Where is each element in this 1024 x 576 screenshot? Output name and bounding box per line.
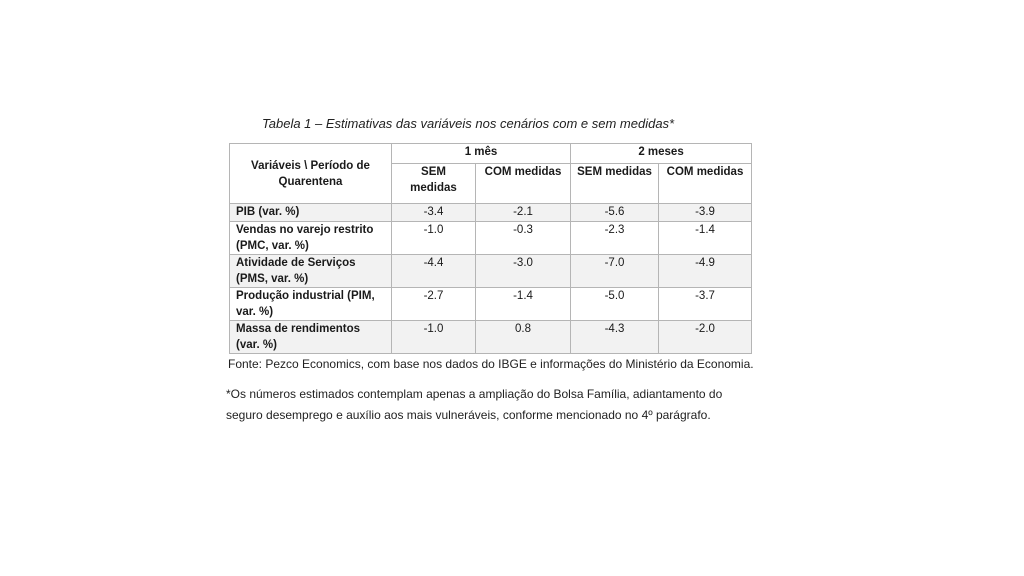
- table-cell: -0.3: [476, 222, 571, 255]
- table-caption: Tabela 1 – Estimativas das variáveis nos cenários com e sem medidas*: [262, 116, 675, 131]
- table-cell: -4.9: [659, 255, 752, 288]
- row-label: Massa de rendimentos (var. %): [230, 321, 392, 354]
- table-row: [230, 321, 752, 354]
- table-row: [230, 222, 752, 255]
- table-cell: -1.0: [392, 222, 476, 255]
- table-source: Fonte: Pezco Economics, com base nos dados do IBGE e informações do Ministério da Economia.: [228, 357, 754, 371]
- table-cell: -2.7: [392, 288, 476, 321]
- row-label: Atividade de Serviços (PMS, var. %): [230, 255, 392, 288]
- table-cell: -4.3: [571, 321, 659, 354]
- corner-header: Variáveis \ Período de Quarentena: [230, 144, 392, 204]
- table-cell: -2.1: [476, 204, 571, 222]
- table-row: [230, 288, 752, 321]
- table-cell: -4.4: [392, 255, 476, 288]
- row-label: Vendas no varejo restrito (PMC, var. %): [230, 222, 392, 255]
- period-header-2-months: 2 meses: [571, 144, 752, 164]
- table-cell: -1.4: [476, 288, 571, 321]
- table-cell: -3.7: [659, 288, 752, 321]
- table-row: [230, 204, 752, 222]
- table-cell: -3.0: [476, 255, 571, 288]
- table-cell: -2.3: [571, 222, 659, 255]
- table-cell: 0.8: [476, 321, 571, 354]
- table-cell: -5.0: [571, 288, 659, 321]
- table-cell: -1.0: [392, 321, 476, 354]
- table-cell: -3.4: [392, 204, 476, 222]
- sub-header: COM medidas: [659, 164, 752, 204]
- footnote: *Os números estimados contemplam apenas a ampliação do Bolsa Família, adiantamento do seguro desemprego e auxílio aos mais vulneráveis, conforme mencionado no 4º parágrafo.: [226, 387, 723, 422]
- table-cell: -3.9: [659, 204, 752, 222]
- sub-header: SEM medidas: [392, 164, 476, 204]
- sub-header: COM medidas: [476, 164, 571, 204]
- table-cell: -2.0: [659, 321, 752, 354]
- period-header-1-month: 1 mês: [392, 144, 571, 164]
- row-label: Produção industrial (PIM, var. %): [230, 288, 392, 321]
- table-cell: -5.6: [571, 204, 659, 222]
- row-label: PIB (var. %): [230, 204, 392, 222]
- table-row: [230, 255, 752, 288]
- table-cell: -1.4: [659, 222, 752, 255]
- table-cell: -7.0: [571, 255, 659, 288]
- estimates-table: [229, 143, 752, 354]
- sub-header: SEM medidas: [571, 164, 659, 204]
